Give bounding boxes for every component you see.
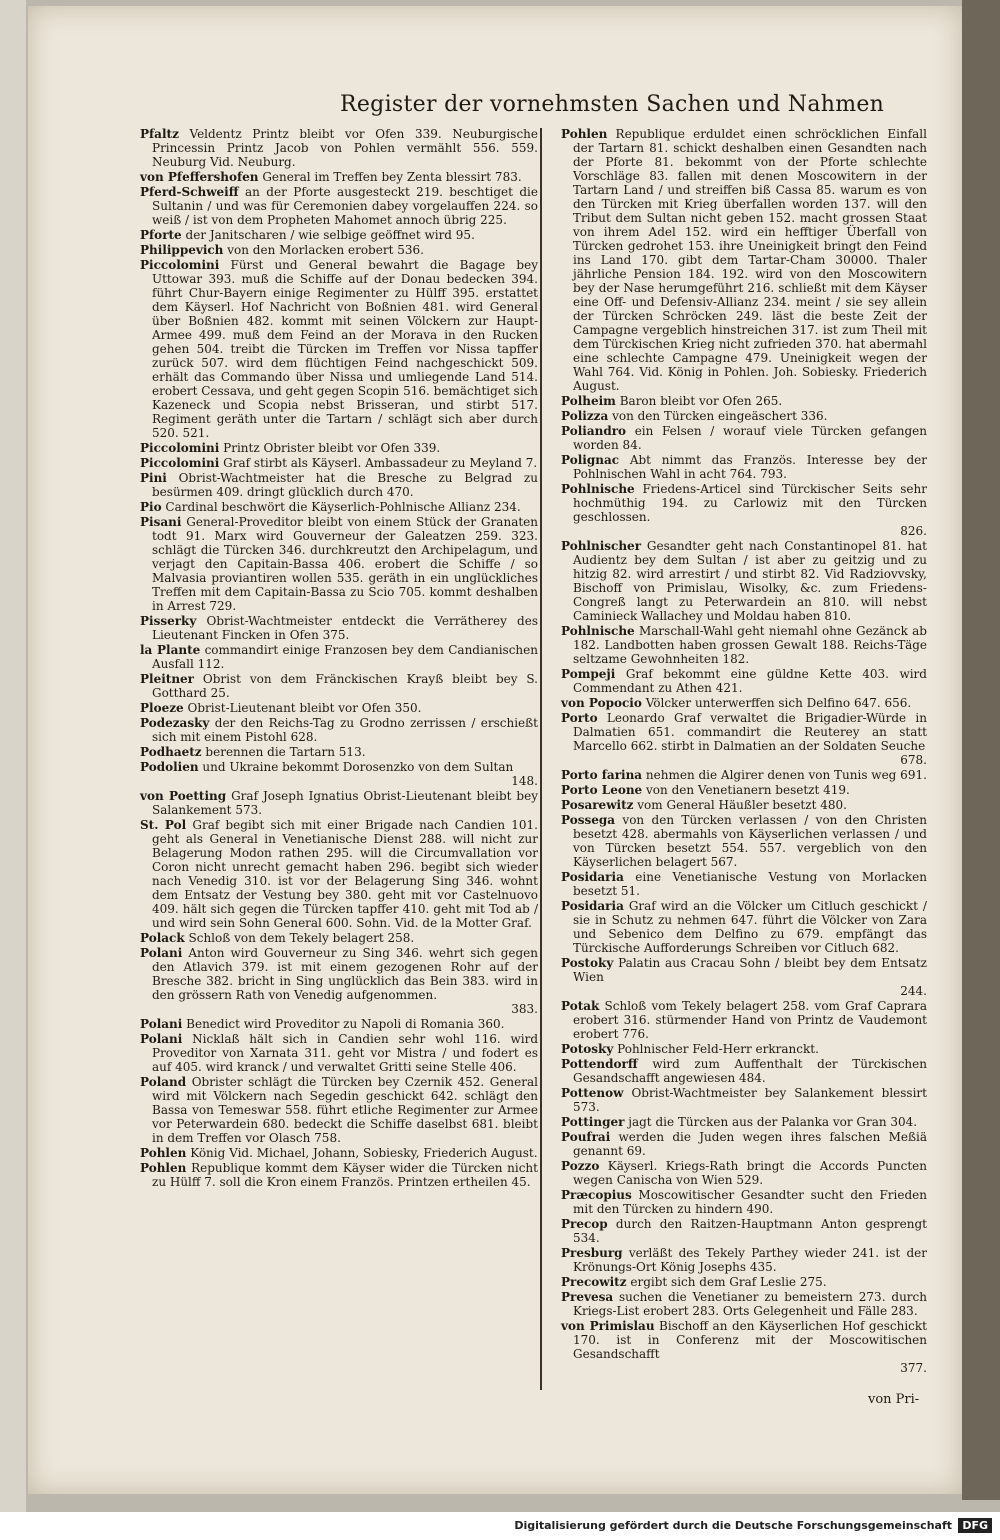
scan-background-left: [0, 0, 26, 1540]
register-entry: [561, 783, 927, 797]
register-entry: [140, 672, 538, 700]
entry-text: werden die Juden wegen ihres falschen Meßiä genannt 69.: [573, 1130, 927, 1158]
catchword: von Pri-: [868, 1392, 920, 1407]
entry-text: Marschall-Wahl geht niemahl ohne Gezänck ab 182. Landbotten haben grossen Gewalt 188. Reichs-Täge seltzame Gewohnheiten 182.: [573, 624, 927, 666]
entry-text: Graf wird an die Völcker um Citluch geschickt / sie in Schutz zu nehmen 647. führt die Völcker von Zara und Sebenico dem Delfino zu 679. empfängt das Türckische Aufforderungs Schreiben vor Citluch 682.: [573, 899, 927, 955]
entry-page-reference: 678.: [900, 753, 927, 767]
entry-text: der den Reichs-Tag zu Grodno zerrissen / erschießt sich mit einem Pistohl 628.: [152, 716, 538, 744]
entry-headword: Pforte: [140, 228, 182, 242]
entry-text: Baron bleibt vor Ofen 265.: [619, 394, 783, 408]
entry-text: Leonardo Graf verwaltet die Brigadier-Würde in Dalmatien 651. commandirt die Reuterey an statt Marcello 662. stirbt in Dalmatien an der Soldaten Seuche: [573, 711, 927, 753]
register-entry: [140, 614, 538, 642]
entry-text: von den Türcken verlassen / von den Christen besetzt 428. abermahls von Käyserlichen verlassen / und von Türcken besetzt 554. 557. vergeblich von den Käyserlichen belagert 567.: [573, 813, 927, 869]
entry-headword: Piccolomini: [140, 258, 220, 272]
register-entry: [561, 870, 927, 898]
register-entry: [140, 701, 538, 715]
entry-headword: Pisani: [140, 515, 182, 529]
entry-headword: Posidaria: [561, 870, 624, 884]
register-entry: [140, 471, 538, 499]
register-entry: [140, 760, 538, 788]
entry-text: Printz Obrister bleibt vor Ofen 339.: [223, 441, 441, 455]
entry-headword: la Plante: [140, 643, 201, 657]
register-entry: [561, 696, 927, 710]
page-title: Register der vornehmsten Sachen und Nahmen: [340, 92, 885, 117]
register-entry: [561, 956, 927, 998]
entry-text: von den Morlacken erobert 536.: [227, 243, 424, 257]
register-entry: [561, 1217, 927, 1245]
entry-text: Obrist-Wachtmeister bey Salankement blessirt 573.: [573, 1086, 927, 1114]
entry-headword: Potak: [561, 999, 600, 1013]
register-entry: [561, 999, 927, 1041]
register-entry: [140, 1032, 538, 1074]
entry-headword: Piccolomini: [140, 441, 220, 455]
register-entry: [140, 170, 538, 184]
register-entry: [140, 643, 538, 671]
entry-headword: von Primislau: [561, 1319, 655, 1333]
entry-headword: Poliandro: [561, 424, 627, 438]
entry-text: Republique erduldet einen schröcklichen Einfall der Tartarn 81. schickt deshalben einen Gesandten nach der Pforte 81. bekommt von der Pforte schlechte Vorschläge 83. fallen mit denen Moscowitern in der Tartarn Land / und streiffen biß Cassa 85. warum es von den Türcken mit Krieg überfallen worden 137. will den Tribut dem Sultan nicht geben 152. macht grossen Staat von ihrem Adel 152. wird ein hefftiger Überfall von Türcken gedrohet 153. ihre Uneinigkeit bringt den Feind ins Land 170. gibt dem Tartar-Cham 30000. Thaler jährliche Pension 184. 192. wird von den Moscowitern bey der Nase herumgeführt 216. schließt mit dem Käyser eine Off- und Defensiv-Allianz 234. meint / sie sey allein der Türcken Schröcken 249. läst die beste Zeit der Campagne vergeblich hinstreichen 317. ist zum Theil mit dem Türckischen Krieg nicht zufrieden 370. hat abermahl eine schlechte Campagne 479. Uneinigkeit wegen der Wahl 764. Vid. König in Pohlen. Joh. Sobiesky. Friederich August.: [573, 127, 927, 393]
entry-text: Bischoff an den Käyserlichen Hof geschickt 170. ist in Conferenz mit der Moscowitischen Gesandschafft: [573, 1319, 927, 1361]
entry-headword: Polizza: [561, 409, 609, 423]
entry-text: Käyserl. Kriegs-Rath bringt die Accords Puncten wegen Canischa von Wien 529.: [573, 1159, 927, 1187]
entry-text: von den Venetianern besetzt 419.: [646, 783, 850, 797]
entry-text: Obrist-Wachtmeister hat die Bresche zu Belgrad zu besürmen 409. dringt glücklich durch 470.: [152, 471, 538, 499]
register-entry: [140, 716, 538, 744]
register-entry: [561, 1057, 927, 1085]
footer-credit: Digitalisierung gefördert durch die Deutsche Forschungsgemeinschaft: [514, 1519, 952, 1532]
entry-text: Graf begibt sich mit einer Brigade nach Candien 101. geht als General in Venetianische Dienst 288. will nicht zur Belagerung Modon rathen 295. will die Circumvallation vor Coron nicht unrecht gemacht haben 296. begibt sich wieder nach Venedig 310. ist vor der Belagerung Sing 346. wohnt dem Entsatz der Vestung bey 380. geht mit vor Castelnuovo 409. hält sich gegen die Türcken tapffer 410. geht mit Tod ab / und wird sein Sohn General 600. Sohn. Vid. de la Motter Graf.: [152, 818, 538, 930]
entry-text: Palatin aus Cracau Sohn / bleibt bey dem Entsatz Wien: [573, 956, 927, 984]
register-entry: [561, 1275, 927, 1289]
column-divider: [540, 128, 542, 1390]
entry-text: Schloß von dem Tekely belagert 258.: [188, 931, 415, 945]
entry-text: durch den Raitzen-Hauptmann Anton gesprengt 534.: [573, 1217, 927, 1245]
entry-headword: Polheim: [561, 394, 616, 408]
entry-text: Obrist-Lieutenant bleibt vor Ofen 350.: [187, 701, 422, 715]
entry-text: Obrist-Wachtmeister entdeckt die Verrätherey des Lieutenant Fincken in Ofen 375.: [152, 614, 538, 642]
entry-headword: Præcopius: [561, 1188, 632, 1202]
register-entry: [561, 1246, 927, 1274]
entry-headword: Pozzo: [561, 1159, 600, 1173]
entry-text: Abt nimmt das Französ. Interesse bey der Pohlnischen Wahl in acht 764. 793.: [573, 453, 927, 481]
entry-text: wird zum Auffenthalt der Türckischen Gesandschafft angewiesen 484.: [573, 1057, 927, 1085]
register-entry: [140, 818, 538, 930]
entry-headword: Porto Leone: [561, 783, 643, 797]
entry-text: der Janitscharen / wie selbige geöffnet wird 95.: [185, 228, 475, 242]
entry-headword: Possega: [561, 813, 616, 827]
register-entry: [561, 424, 927, 452]
register-column-left: [140, 127, 538, 1190]
entry-text: Pohlnischer Feld-Herr erkranckt.: [617, 1042, 819, 1056]
entry-text: Anton wird Gouverneur zu Sing 346. wehrt sich gegen den Atlavich 379. ist mit einem gezogenen Rohr auf der Bresche 382. bricht in Sing unglücklich das Bein 383. wird in den grössern Rath von Venedig aufgenommen.: [152, 946, 538, 1002]
entry-headword: Polani: [140, 1017, 183, 1031]
entry-headword: Podolien: [140, 760, 199, 774]
register-entry: [140, 500, 538, 514]
entry-text: Obrist von dem Fränckischen Krayß bleibt bey S. Gotthard 25.: [152, 672, 538, 700]
entry-headword: Pio: [140, 500, 162, 514]
entry-headword: Pfaltz: [140, 127, 179, 141]
register-entry: [140, 946, 538, 1016]
entry-headword: Pohlen: [561, 127, 608, 141]
entry-headword: Pottinger: [561, 1115, 625, 1129]
entry-headword: Prevesa: [561, 1290, 614, 1304]
entry-page-reference: 383.: [511, 1002, 538, 1016]
entry-text: ergibt sich dem Graf Leslie 275.: [630, 1275, 827, 1289]
register-entry: [140, 228, 538, 242]
entry-text: ein Felsen / worauf viele Türcken gefangen worden 84.: [573, 424, 927, 452]
entry-headword: Porto: [561, 711, 598, 725]
entry-text: Schloß vom Tekely belagert 258. vom Graf Caprara erobert 316. stürmender Hand von Printz de Vaudemont erobert 776.: [573, 999, 927, 1041]
entry-headword: Piccolomini: [140, 456, 220, 470]
register-entry: [140, 127, 538, 169]
dfg-logo: DFG: [958, 1518, 992, 1533]
entry-headword: Posidaria: [561, 899, 624, 913]
entry-headword: Podhaetz: [140, 745, 202, 759]
entry-headword: Potosky: [561, 1042, 614, 1056]
register-entry: [561, 711, 927, 767]
entry-headword: Pohlnischer: [561, 539, 642, 553]
entry-text: Cardinal beschwört die Käyserlich-Pohlnische Allianz 234.: [165, 500, 521, 514]
entry-text: General im Treffen bey Zenta blessirt 783.: [262, 170, 522, 184]
entry-text: Nicklaß hält sich in Candien sehr wohl 116. wird Proveditor von Xarnata 311. geht vor Mistra / und fodert es auf 405. wird kranck / und verwaltet Gritti seine Stelle 406.: [152, 1032, 538, 1074]
entry-text: vom General Häußler besetzt 480.: [637, 798, 847, 812]
register-entry: [140, 515, 538, 613]
register-entry: [140, 745, 538, 759]
register-entry: [561, 394, 927, 408]
register-entry: [140, 1161, 538, 1189]
register-entry: [561, 453, 927, 481]
entry-headword: Pleitner: [140, 672, 194, 686]
entry-headword: St. Pol: [140, 818, 187, 832]
entry-text: commandirt einige Franzosen bey dem Candianischen Ausfall 112.: [152, 643, 538, 671]
register-entry: [561, 1188, 927, 1216]
entry-text: Friedens-Articel sind Türckischer Seits sehr hochmüthig 194. zu Carlowiz mit den Türcken geschlossen.: [573, 482, 927, 524]
entry-text: an der Pforte ausgesteckt 219. beschtiget die Sultanin / und was für Ceremonien dabey vorgelauffen 224. so weiß / ist von dem Propheten Mahomet annoch übrig 225.: [152, 185, 538, 227]
register-entry: [561, 539, 927, 623]
register-entry: [140, 258, 538, 440]
entry-text: verläßt des Tekely Parthey wieder 241. ist der Krönungs-Ort König Josephs 435.: [573, 1246, 927, 1274]
register-entry: [561, 1130, 927, 1158]
register-entry: [140, 931, 538, 945]
entry-headword: Pottenow: [561, 1086, 624, 1100]
entry-text: Graf bekommt eine güldne Kette 403. wird Commendant zu Athen 421.: [573, 667, 927, 695]
register-entry: [561, 1159, 927, 1187]
entry-headword: Podezasky: [140, 716, 210, 730]
register-entry: [561, 899, 927, 955]
register-entry: [561, 667, 927, 695]
entry-headword: Poufrai: [561, 1130, 611, 1144]
register-column-right: [561, 127, 927, 1376]
entry-text: Graf stirbt als Käyserl. Ambassadeur zu Meyland 7.: [223, 456, 538, 470]
register-entry: [140, 1146, 538, 1160]
entry-headword: Precowitz: [561, 1275, 627, 1289]
register-entry: [561, 1042, 927, 1056]
entry-page-reference: 826.: [900, 524, 927, 538]
register-entry: [140, 1017, 538, 1031]
entry-headword: Pottendorff: [561, 1057, 638, 1071]
entry-text: König Vid. Michael, Johann, Sobiesky, Friederich August.: [190, 1146, 538, 1160]
entry-headword: Pisserky: [140, 614, 197, 628]
entry-headword: Precop: [561, 1217, 608, 1231]
entry-text: Fürst und General bewahrt die Bagage bey Uttowar 393. muß die Schiffe auf der Donau bedecken 394. führt Chur-Bayern einige Regimenter zu Hülff 395. erstattet dem Käyserl. Hof Nachricht von Boßnien 481. wird General über Boßnien 482. kommt mit seinen Völckern zur Haupt-Armee 499. muß dem Feind an der Morava in den Rucken gehen 504. treibt die Türcken im Treffen vor Nissa tapffer zurück 507. wird dem flüchtigen Feind nachgeschickt 509. erhält das Commando über Nissa und umliegende Land 514. erobert Cessava, und geht gegen Scopin 516. bemächtiget sich Kazeneck und Scopia nebst Brisseran, und stirbt 517. Regiment geräth unter die Tartarn / schlägt sich aber durch 520. 521.: [152, 258, 538, 440]
entry-text: Moscowitischer Gesandter sucht den Frieden mit den Türcken zu hindern 490.: [573, 1188, 927, 1216]
entry-page-reference: 377.: [900, 1361, 927, 1375]
entry-text: Veldentz Printz bleibt vor Ofen 339. Neuburgische Princessin Printz Jacob von Pohlen vermählt 556. 559. Neuburg Vid. Neuburg.: [152, 127, 538, 169]
entry-text: Graf Joseph Ignatius Obrist-Lieutenant bleibt bey Salankement 573.: [152, 789, 538, 817]
entry-headword: Pohlen: [140, 1146, 187, 1160]
entry-headword: Polani: [140, 946, 183, 960]
entry-text: Völcker unterwerffen sich Delfino 647. 656.: [645, 696, 912, 710]
entry-headword: Polani: [140, 1032, 183, 1046]
entry-page-reference: 244.: [900, 984, 927, 998]
entry-headword: Pini: [140, 471, 167, 485]
register-entry: [561, 1115, 927, 1129]
register-entry: [140, 441, 538, 455]
entry-headword: Posarewitz: [561, 798, 634, 812]
register-entry: [140, 243, 538, 257]
entry-headword: Presburg: [561, 1246, 623, 1260]
entry-headword: Philippevich: [140, 243, 224, 257]
register-entry: [561, 798, 927, 812]
entry-text: Obrister schlägt die Türcken bey Czernik 452. General wird mit Völckern nach Segedin geschickt 642. schlägt den Bassa von Temeswar 558. führt etliche Regimenter zur Armee vor Peterwardein 680. bedeckt die Schiffe daselbst 681. bleibt in dem Treffen vor Olasch 758.: [152, 1075, 538, 1145]
entry-headword: Porto farina: [561, 768, 643, 782]
register-entry: [561, 127, 927, 393]
entry-headword: Pompeji: [561, 667, 616, 681]
entry-headword: von Pfeffershofen: [140, 170, 259, 184]
entry-text: Benedict wird Proveditor zu Napoli di Romania 360.: [186, 1017, 505, 1031]
entry-headword: von Popocio: [561, 696, 642, 710]
entry-text: nehmen die Algirer denen von Tunis weg 691.: [645, 768, 927, 782]
entry-headword: von Poetting: [140, 789, 227, 803]
register-entry: [561, 813, 927, 869]
entry-headword: Pohlnische: [561, 624, 635, 638]
register-entry: [561, 1086, 927, 1114]
register-entry: [561, 482, 927, 538]
entry-text: jagt die Türcken aus der Palanka vor Gran 304.: [628, 1115, 918, 1129]
entry-text: und Ukraine bekommt Dorosenzko von dem Sultan: [202, 760, 514, 774]
entry-text: General-Proveditor bleibt von einem Stück der Granaten todt 91. Marx wird Gouverneur der Galeatzen 259. 323. schlägt die Türcken 346. durchkreutzt den Archipelagum, und verjagt den Capitain-Bassa 406. erobert die Schiffe / so Malvasia proviantiren wollen 535. geräth in ein unglückliches Treffen mit dem Capitain-Bassa zu Scio 705. kommt deshalben in Arrest 729.: [152, 515, 538, 613]
register-entry: [561, 1290, 927, 1318]
entry-text: suchen die Venetianer zu bemeistern 273. durch Kriegs-List erobert 283. Orts Gelegenheit und Fälle 283.: [573, 1290, 927, 1318]
entry-text: berennen die Tartarn 513.: [205, 745, 366, 759]
register-entry: [561, 768, 927, 782]
entry-headword: Ploeze: [140, 701, 184, 715]
entry-headword: Pohlen: [140, 1161, 187, 1175]
entry-headword: Postoky: [561, 956, 614, 970]
register-entry: [140, 1075, 538, 1145]
register-entry: [140, 789, 538, 817]
entry-text: Republique kommt dem Käyser wider die Türcken nicht zu Hülff 7. soll die Kron einem Französ. Printzen ertheilen 45.: [152, 1161, 538, 1189]
entry-text: Gesandter geht nach Constantinopel 81. hat Audientz bey dem Sultan / ist aber zu geitzig und zu hitzig 82. wird arrestirt / und stirbt 82. Vid Radziovvsky, Bischoff von Primislau, Wisolky, &c. zum Friedens-Congreß langt zu Peterwardein an 810. will nebst Caminieck Wallachey und Moldau haben 810.: [573, 539, 927, 623]
register-entry: [140, 185, 538, 227]
register-entry: [561, 1319, 927, 1375]
register-entry: [140, 456, 538, 470]
entry-headword: Polack: [140, 931, 185, 945]
entry-page-reference: 148.: [511, 774, 538, 788]
entry-headword: Pohlnische: [561, 482, 635, 496]
register-entry: [561, 409, 927, 423]
entry-text: von den Türcken eingeäschert 336.: [612, 409, 828, 423]
scan-background-right: [962, 0, 1000, 1500]
entry-text: eine Venetianische Vestung von Morlacken besetzt 51.: [573, 870, 927, 898]
entry-headword: Polignac: [561, 453, 620, 467]
register-entry: [561, 624, 927, 666]
entry-headword: Pferd-Schweiff: [140, 185, 239, 199]
entry-headword: Poland: [140, 1075, 187, 1089]
